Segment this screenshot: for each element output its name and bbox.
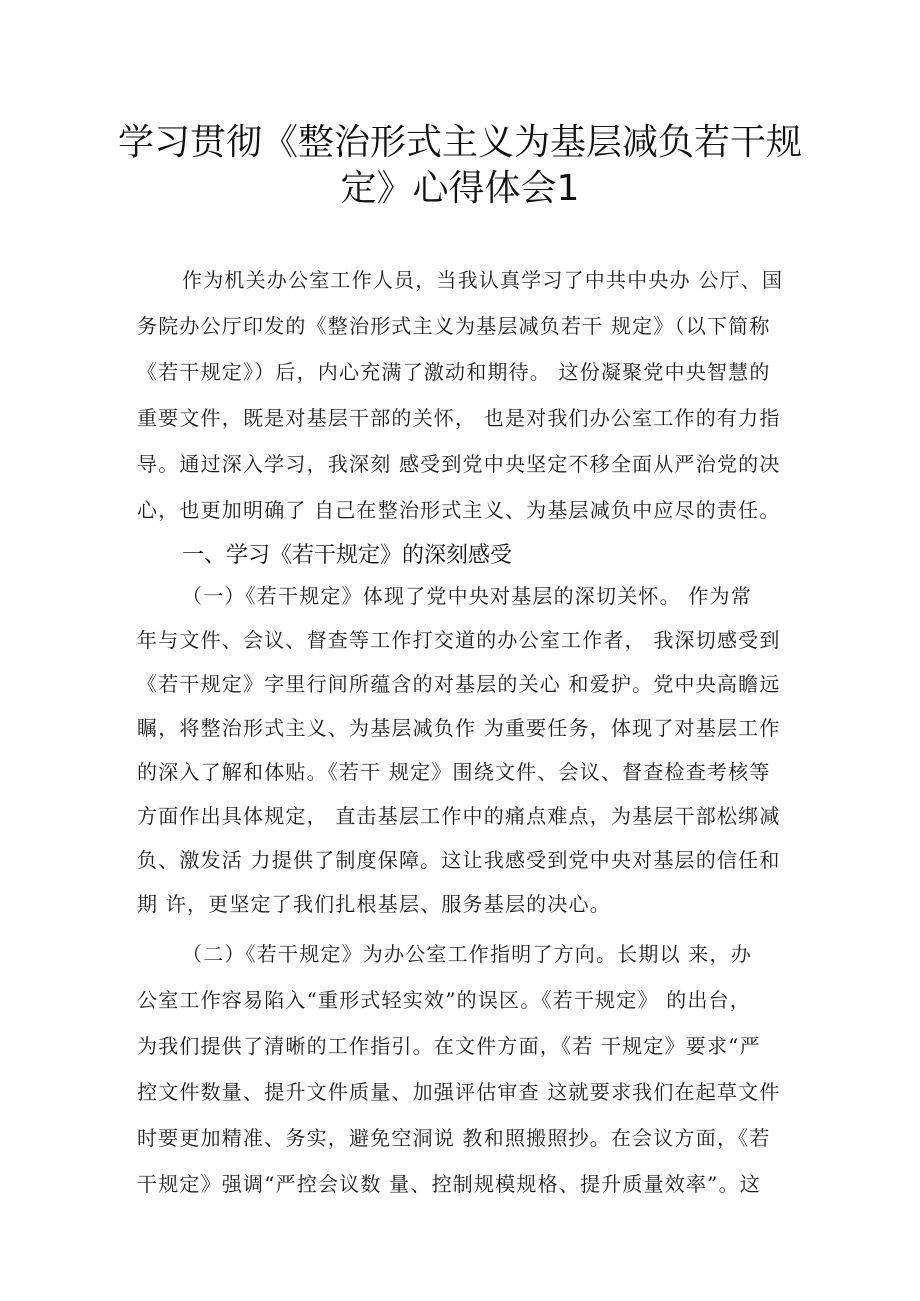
paragraph-3-line: 时要更加精准、务实，避免空洞说 教和照搬照抄。在会议方面，《若 [137,1126,771,1150]
paragraph-1-line: 心，也更加明确了 自己在整治形式主义、为基层减负中应尽的责任。 [137,498,781,522]
paragraph-2-line: 的深入了解和体贴。《若干 规定》围绕文件、会议、督查检查考核等 [137,760,771,784]
paragraph-2-line: 年与文件、会议、督查等工作打交道的办公室工作者， 我深切感受到 [137,628,781,652]
paragraph-3-line: 公室工作容易陷入“重形式轻实效”的误区。《若干规定》 的出台， [137,988,752,1012]
paragraph-1-line: 重要文件，既是对基层干部的关怀， 也是对我们办公室工作的有力指 [137,406,781,430]
paragraph-3-line: 控文件数量、提升文件质量、加强评估审查 这就要求我们在起草文件 [137,1080,781,1104]
section-1-heading: 一、学习《若干规定》的深刻感受 [182,543,513,568]
paragraph-3-line: 干规定》强调“严控会议数 量、控制规模规格、提升质量效率”。这 [137,1172,762,1196]
paragraph-3-line: 为我们提供了清晰的工作指引。在文件方面，《若 干规定》要求“严 [137,1034,761,1058]
paragraph-2-line: 负、激发活 力提供了制度保障。这让我感受到党中央对基层的信任和 [137,848,781,872]
paragraph-2-line: 瞩，将整治形式主义、为基层减负作 为重要任务，体现了对基层工作 [137,716,781,740]
paragraph-1-line: 导。通过深入学习，我深刻 感受到党中央坚定不移全面从严治党的决 [137,452,781,476]
paragraph-1-line: 务院办公厅印发的《整治形式主义为基层减负若干 规定》（以下简称 [137,314,771,338]
document-title-line-2: 定》心得体会1 [340,168,580,209]
paragraph-2-line: （一）《若干规定》体现了党中央对基层的深切关怀。 作为常 [182,584,752,608]
paragraph-1-line: 《若干规定》）后，内心充满了激动和期待。 这份凝聚党中央智慧的 [137,360,771,384]
paragraph-1-line: 作为机关办公室工作人员，当我认真学习了中共中央办 公厅、国 [182,268,784,292]
document-title-line-1: 学习贯彻《整治形式主义为基层减负若干规 [117,122,802,163]
paragraph-3-line: （二）《若干规定》为办公室工作指明了方向。长期以 来，办 [182,942,752,966]
paragraph-2-line: 方面作出具体规定， 直击基层工作中的痛点难点，为基层干部松绑减 [137,804,781,828]
paragraph-2-line: 《若干规定》字里行间所蕴含的对基层的关心 和爱护。党中央高瞻远 [137,672,781,696]
paragraph-2-line: 期 许，更坚定了我们扎根基层、服务基层的决心。 [137,892,611,916]
